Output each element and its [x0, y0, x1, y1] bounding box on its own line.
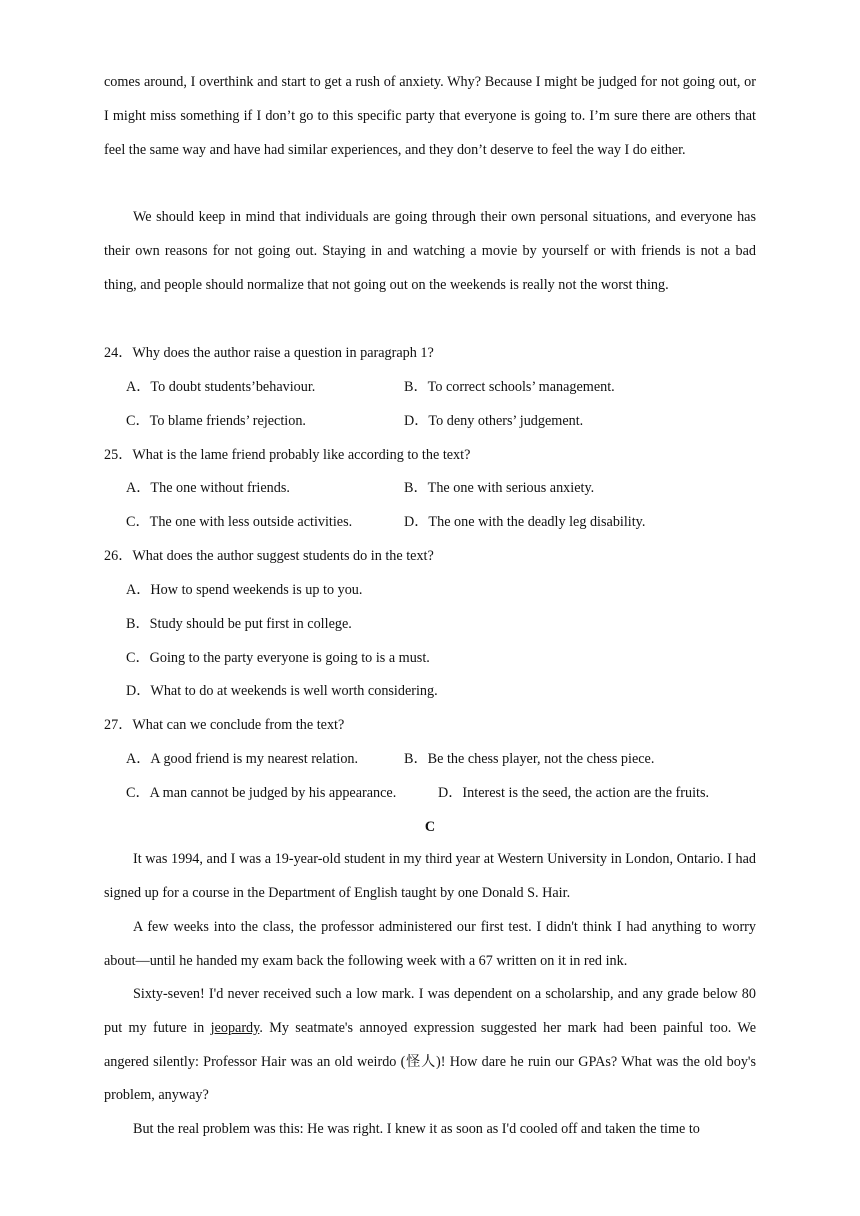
- passage-paragraph: We should keep in mind that individuals are going through their own personal situations, and everyone has their own reasons for not going out. Staying in and watching a movie by yourself or with friends is not a bad thing, and people should normalize that not going out on the weekends is really not the worst thing.: [104, 209, 756, 293]
- passage-paragraph: A few weeks into the class, the professor administered our first test. I didn't think I had anything to worry about—until he handed my exam back the following week with a 67 written on it in red ink.: [104, 919, 756, 969]
- option-c: C．Going to the party everyone is going to is a must.: [126, 650, 430, 666]
- passage-paragraph: [104, 978, 756, 1113]
- option-a: A．The one without friends.: [126, 480, 290, 496]
- question-stem: 26．What does the author suggest students do in the text?: [104, 548, 434, 564]
- question-stem: 27．What can we conclude from the text?: [104, 717, 345, 733]
- option-b: B．Be the chess player, not the chess piece.: [404, 751, 655, 767]
- option-a: A．A good friend is my nearest relation.: [126, 751, 359, 767]
- option-d: D．Interest is the seed, the action are the fruits.: [438, 785, 710, 801]
- option-c: C．To blame friends’ rejection.: [126, 413, 306, 429]
- paragraph-text: . My seatmate's annoyed expression suggested her mark had been painful too. We angered silently: Professor Hair was an old weirdo (怪人)! How dare he ruin our GPAs? What was the old boy's problem, anyway?: [104, 1019, 756, 1104]
- option-c: C．A man cannot be judged by his appearance.: [126, 785, 397, 801]
- passage-paragraph: It was 1994, and I was a 19-year-old student in my third year at Western University in London, Ontario. I had signed up for a course in the Department of English taught by one Donald S. Hair.: [104, 851, 756, 901]
- option-a: A．To doubt students’behaviour.: [126, 379, 316, 395]
- question-stem: 24．Why does the author raise a question in paragraph 1?: [104, 345, 434, 361]
- option-d: D．What to do at weekends is well worth considering.: [126, 683, 438, 699]
- option-b: B．Study should be put first in college.: [126, 616, 352, 632]
- passage-paragraph: comes around, I overthink and start to get a rush of anxiety. Why? Because I might be judged for not going out, or I might miss something if I don’t go to this specific party that everyone is going to. I’m sure there are others that feel the same way and have had similar experiences, and they don’t deserve to feel the way I do either.: [104, 74, 756, 158]
- option-b: B．The one with serious anxiety.: [404, 480, 595, 496]
- section-heading: C: [424, 819, 436, 835]
- option-b: B．To correct schools’ management.: [404, 379, 615, 395]
- passage-paragraph: But the real problem was this: He was right. I knew it as soon as I'd cooled off and taken the time to: [133, 1121, 700, 1137]
- option-d: D．To deny others’ judgement.: [404, 413, 584, 429]
- question-stem: 25．What is the lame friend probably like according to the text?: [104, 447, 471, 463]
- underlined-word: jeopardy: [210, 1019, 260, 1036]
- paragraph-text: Sixty-seven! I'd never received such a low mark. I was dependent on a scholarship, and any grade below 80 put my future in: [104, 986, 756, 1036]
- option-d: D．The one with the deadly leg disability.: [404, 514, 646, 530]
- option-a: A．How to spend weekends is up to you.: [126, 582, 363, 598]
- option-c: C．The one with less outside activities.: [126, 514, 353, 530]
